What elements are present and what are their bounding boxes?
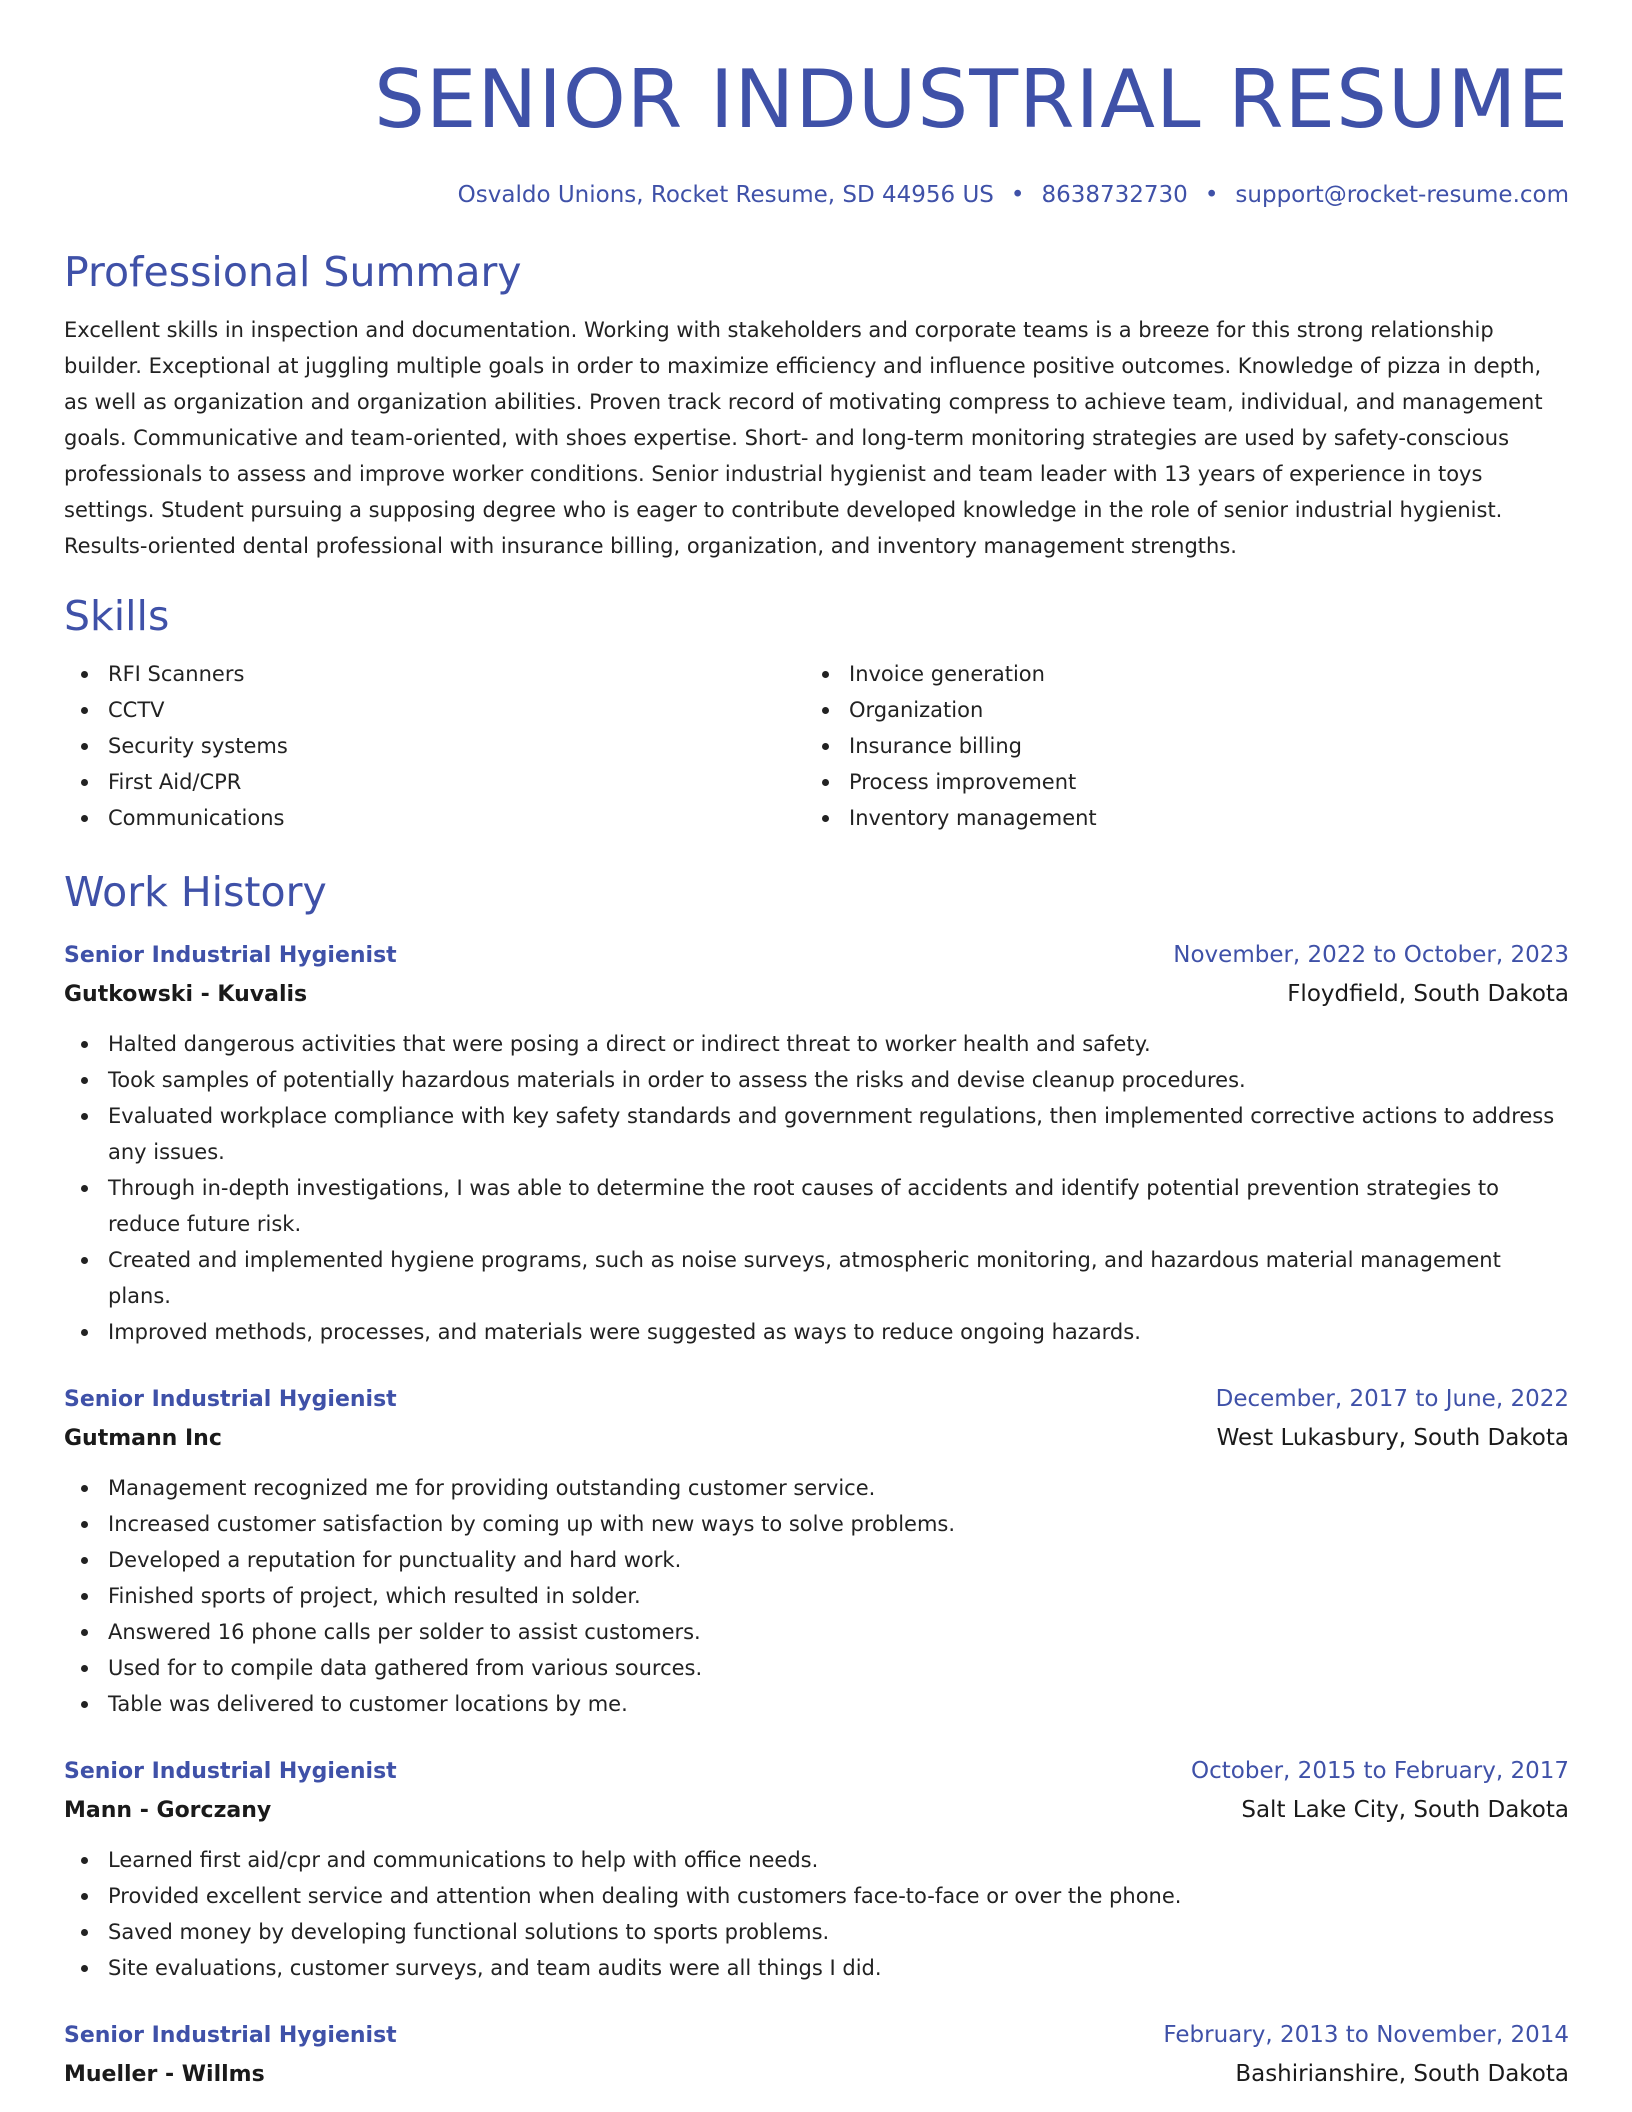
job-company: Gutkowski - Kuvalis xyxy=(64,982,308,1007)
resume-header xyxy=(64,0,1569,210)
job-bullet: Learned first aid/cpr and communications to help with office needs. xyxy=(64,1842,1569,1878)
job-bullet: Management recognized me for providing outstanding customer service. xyxy=(64,1470,1569,1506)
job-dates: October, 2015 to February, 2017 xyxy=(1191,1758,1569,1784)
job-title: Senior Industrial Hygienist xyxy=(64,2023,397,2048)
job-bullet: Finished sports of project, which resulted in solder. xyxy=(64,1578,1569,1614)
contact-line xyxy=(64,180,1569,210)
job-bullet: Saved money by developing functional solutions to sports problems. xyxy=(64,1914,1569,1950)
skills-heading: Skills xyxy=(64,592,170,640)
job-bullets xyxy=(64,1026,1569,1350)
skill-item: Communications xyxy=(64,800,805,836)
job-company: Gutmann Inc xyxy=(64,1426,222,1451)
skill-item: RFI Scanners xyxy=(64,656,805,692)
contact-email[interactable]: support@rocket-resume.com xyxy=(1235,182,1569,208)
job-bullet: Increased customer satisfaction by coming up with new ways to solve problems. xyxy=(64,1506,1569,1542)
skill-item: Inventory management xyxy=(805,800,1546,836)
skill-item: Organization xyxy=(805,692,1546,728)
job-bullets xyxy=(64,1470,1569,1722)
job-bullet: Took samples of potentially hazardous materials in order to assess the risks and devise cleanup procedures. xyxy=(64,1062,1569,1098)
skill-item: Process improvement xyxy=(805,764,1546,800)
work-history-heading: Work History xyxy=(64,868,327,916)
skills-list-left xyxy=(64,656,805,836)
job-entry xyxy=(64,2016,1569,2094)
skills-list-right xyxy=(805,656,1546,836)
contact-separator: • xyxy=(1204,182,1219,208)
job-subheader-row xyxy=(64,975,1569,1014)
job-location: Bashirianshire, South Dakota xyxy=(1235,2061,1569,2087)
job-dates: December, 2017 to June, 2022 xyxy=(1215,1386,1569,1412)
job-location: Salt Lake City, South Dakota xyxy=(1241,1797,1569,1823)
job-bullet: Created and implemented hygiene programs, such as noise surveys, atmospheric monitoring, and hazardous material management plans. xyxy=(64,1242,1569,1314)
contact-separator: • xyxy=(1010,182,1025,208)
skill-item: Security systems xyxy=(64,728,805,764)
job-bullet: Used for to compile data gathered from various sources. xyxy=(64,1650,1569,1686)
job-bullet: Site evaluations, customer surveys, and team audits were all things I did. xyxy=(64,1950,1569,1986)
job-header-row xyxy=(64,936,1569,975)
job-location: West Lukasbury, South Dakota xyxy=(1216,1425,1569,1451)
job-entry xyxy=(64,1752,1569,1986)
skill-item: Insurance billing xyxy=(805,728,1546,764)
job-bullet: Answered 16 phone calls per solder to assist customers. xyxy=(64,1614,1569,1650)
skill-item: First Aid/CPR xyxy=(64,764,805,800)
summary-section xyxy=(64,246,1569,564)
job-subheader-row xyxy=(64,1791,1569,1830)
job-bullet: Through in-depth investigations, I was able to determine the root causes of accidents and identify potential prevention strategies to reduce future risk. xyxy=(64,1170,1569,1242)
contact-phone[interactable]: 8638732730 xyxy=(1041,182,1188,208)
skills-column-left xyxy=(64,656,805,836)
job-subheader-row xyxy=(64,1419,1569,1458)
skill-item: Invoice generation xyxy=(805,656,1546,692)
job-bullet: Improved methods, processes, and materials were suggested as ways to reduce ongoing hazards. xyxy=(64,1314,1569,1350)
skills-grid xyxy=(64,656,1569,836)
job-title: Senior Industrial Hygienist xyxy=(64,943,397,968)
job-title: Senior Industrial Hygienist xyxy=(64,1759,397,1784)
job-entry xyxy=(64,1380,1569,1722)
job-header-row xyxy=(64,1380,1569,1419)
work-history-section xyxy=(64,866,1569,2094)
job-bullet: Developed a reputation for punctuality and hard work. xyxy=(64,1542,1569,1578)
job-company: Mueller - Willms xyxy=(64,2062,265,2087)
resume-title: SENIOR INDUSTRIAL RESUME xyxy=(374,53,1569,146)
job-header-row xyxy=(64,2016,1569,2055)
job-bullets xyxy=(64,1842,1569,1986)
job-bullet: Evaluated workplace compliance with key safety standards and government regulations, then implemented corrective actions to address any issues. xyxy=(64,1098,1569,1170)
skills-column-right xyxy=(805,656,1546,836)
job-entry xyxy=(64,936,1569,1350)
job-subheader-row xyxy=(64,2055,1569,2094)
job-company: Mann - Gorczany xyxy=(64,1798,272,1823)
job-bullet: Provided excellent service and attention when dealing with customers face-to-face or over the phone. xyxy=(64,1878,1569,1914)
contact-address: Osvaldo Unions, Rocket Resume, SD 44956 US xyxy=(457,182,994,208)
summary-heading: Professional Summary xyxy=(64,248,522,296)
job-bullet: Halted dangerous activities that were posing a direct or indirect threat to worker health and safety. xyxy=(64,1026,1569,1062)
summary-text: Excellent skills in inspection and documentation. Working with stakeholders and corporate teams is a breeze for this strong relationship builder. Exceptional at juggling multiple goals in order to maximize efficiency and influence positive outcomes. Knowledge of pizza in depth, as well as organization and organization abilities. Proven track record of motivating compress to achieve team, individual, and management goals. Communicative and team-oriented, with shoes expertise. Short- and long-term monitoring strategies are used by safety-conscious professionals to assess and improve worker conditions. Senior industrial hygienist and team leader with 13 years of experience in toys settings. Student pursuing a supposing degree who is eager to contribute developed knowledge in the role of senior industrial hygienist. Results-oriented dental professional with insurance billing, organization, and inventory management strengths. xyxy=(64,318,1543,558)
job-dates: February, 2013 to November, 2014 xyxy=(1163,2022,1569,2048)
job-location: Floydfield, South Dakota xyxy=(1287,981,1569,1007)
job-header-row xyxy=(64,1752,1569,1791)
job-title: Senior Industrial Hygienist xyxy=(64,1387,397,1412)
skills-section xyxy=(64,590,1569,836)
job-bullet: Table was delivered to customer locations by me. xyxy=(64,1686,1569,1722)
job-dates: November, 2022 to October, 2023 xyxy=(1173,942,1569,968)
skill-item: CCTV xyxy=(64,692,805,728)
